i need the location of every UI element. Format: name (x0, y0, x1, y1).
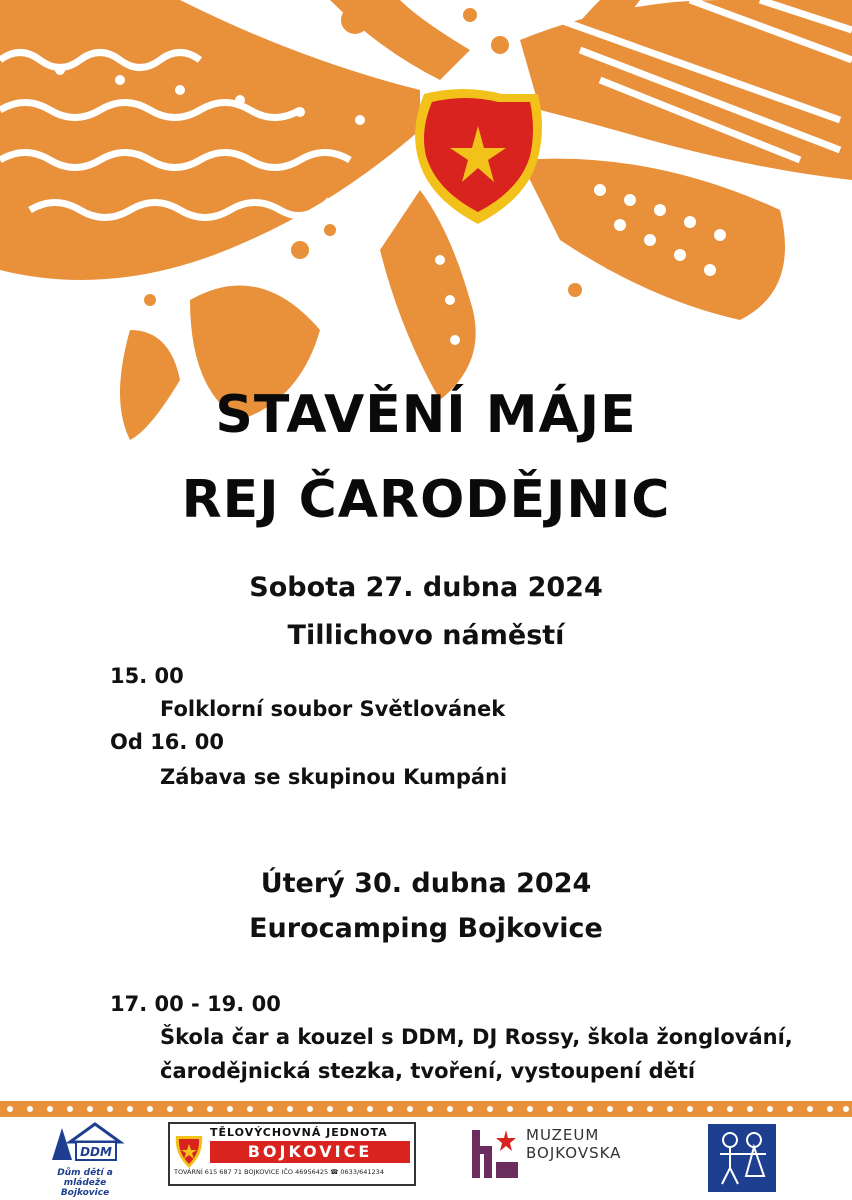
muzeum-line-1: MUZEUM (526, 1126, 600, 1144)
title-line-2: REJ ČARODĚJNIC (181, 470, 671, 530)
ddm-house-icon (40, 1120, 150, 1164)
ddm-abbr: DDM (80, 1145, 112, 1159)
ddm-line-2: Bojkovice (60, 1188, 110, 1198)
tj-bojkovice-logo (168, 1122, 416, 1186)
event2-time: 17. 00 - 19. 00 (110, 992, 281, 1016)
event1-place: Tillichovo náměstí (287, 620, 565, 651)
event1-desc-1: Folklorní soubor Světlovánek (160, 697, 506, 721)
event1-date: Sobota 27. dubna 2024 (249, 572, 603, 603)
event2-place: Eurocamping Bojkovice (249, 913, 603, 944)
event2-desc-line-2: čarodějnická stezka, tvoření, vystoupení dětí (160, 1059, 696, 1083)
muzeum-line-2: BOJKOVSKA (526, 1144, 622, 1162)
event1-time-1: 15. 00 (110, 664, 184, 688)
ddm-logo (40, 1120, 150, 1198)
tj-top-text: TĚLOVÝCHOVNÁ JEDNOTA (210, 1126, 388, 1139)
folk-dancers-logo (708, 1122, 776, 1194)
event2-date: Úterý 30. dubna 2024 (260, 868, 592, 899)
event2-desc-line-1: Škola čar a kouzel s DDM, DJ Rossy, škola žonglování, (160, 1025, 793, 1049)
tj-address: TOVÁRNÍ 615 687 71 BOJKOVICE IČO 46956425 ☎ 0633/641234 (174, 1168, 384, 1176)
tj-shield-icon (174, 1134, 204, 1170)
title-line-1: STAVĚNÍ MÁJE (215, 385, 637, 445)
muzeum-bm-icon (470, 1126, 520, 1182)
event1-desc-2: Zábava se skupinou Kumpáni (160, 765, 508, 789)
muzeum-bojkovska-logo (470, 1120, 630, 1192)
event1-time-2: Od 16. 00 (110, 730, 224, 754)
ddm-line-1: Dům dětí a mládeže (57, 1168, 113, 1188)
folk-border-strip (0, 1098, 852, 1120)
tj-name: BOJKOVICE (210, 1141, 410, 1163)
